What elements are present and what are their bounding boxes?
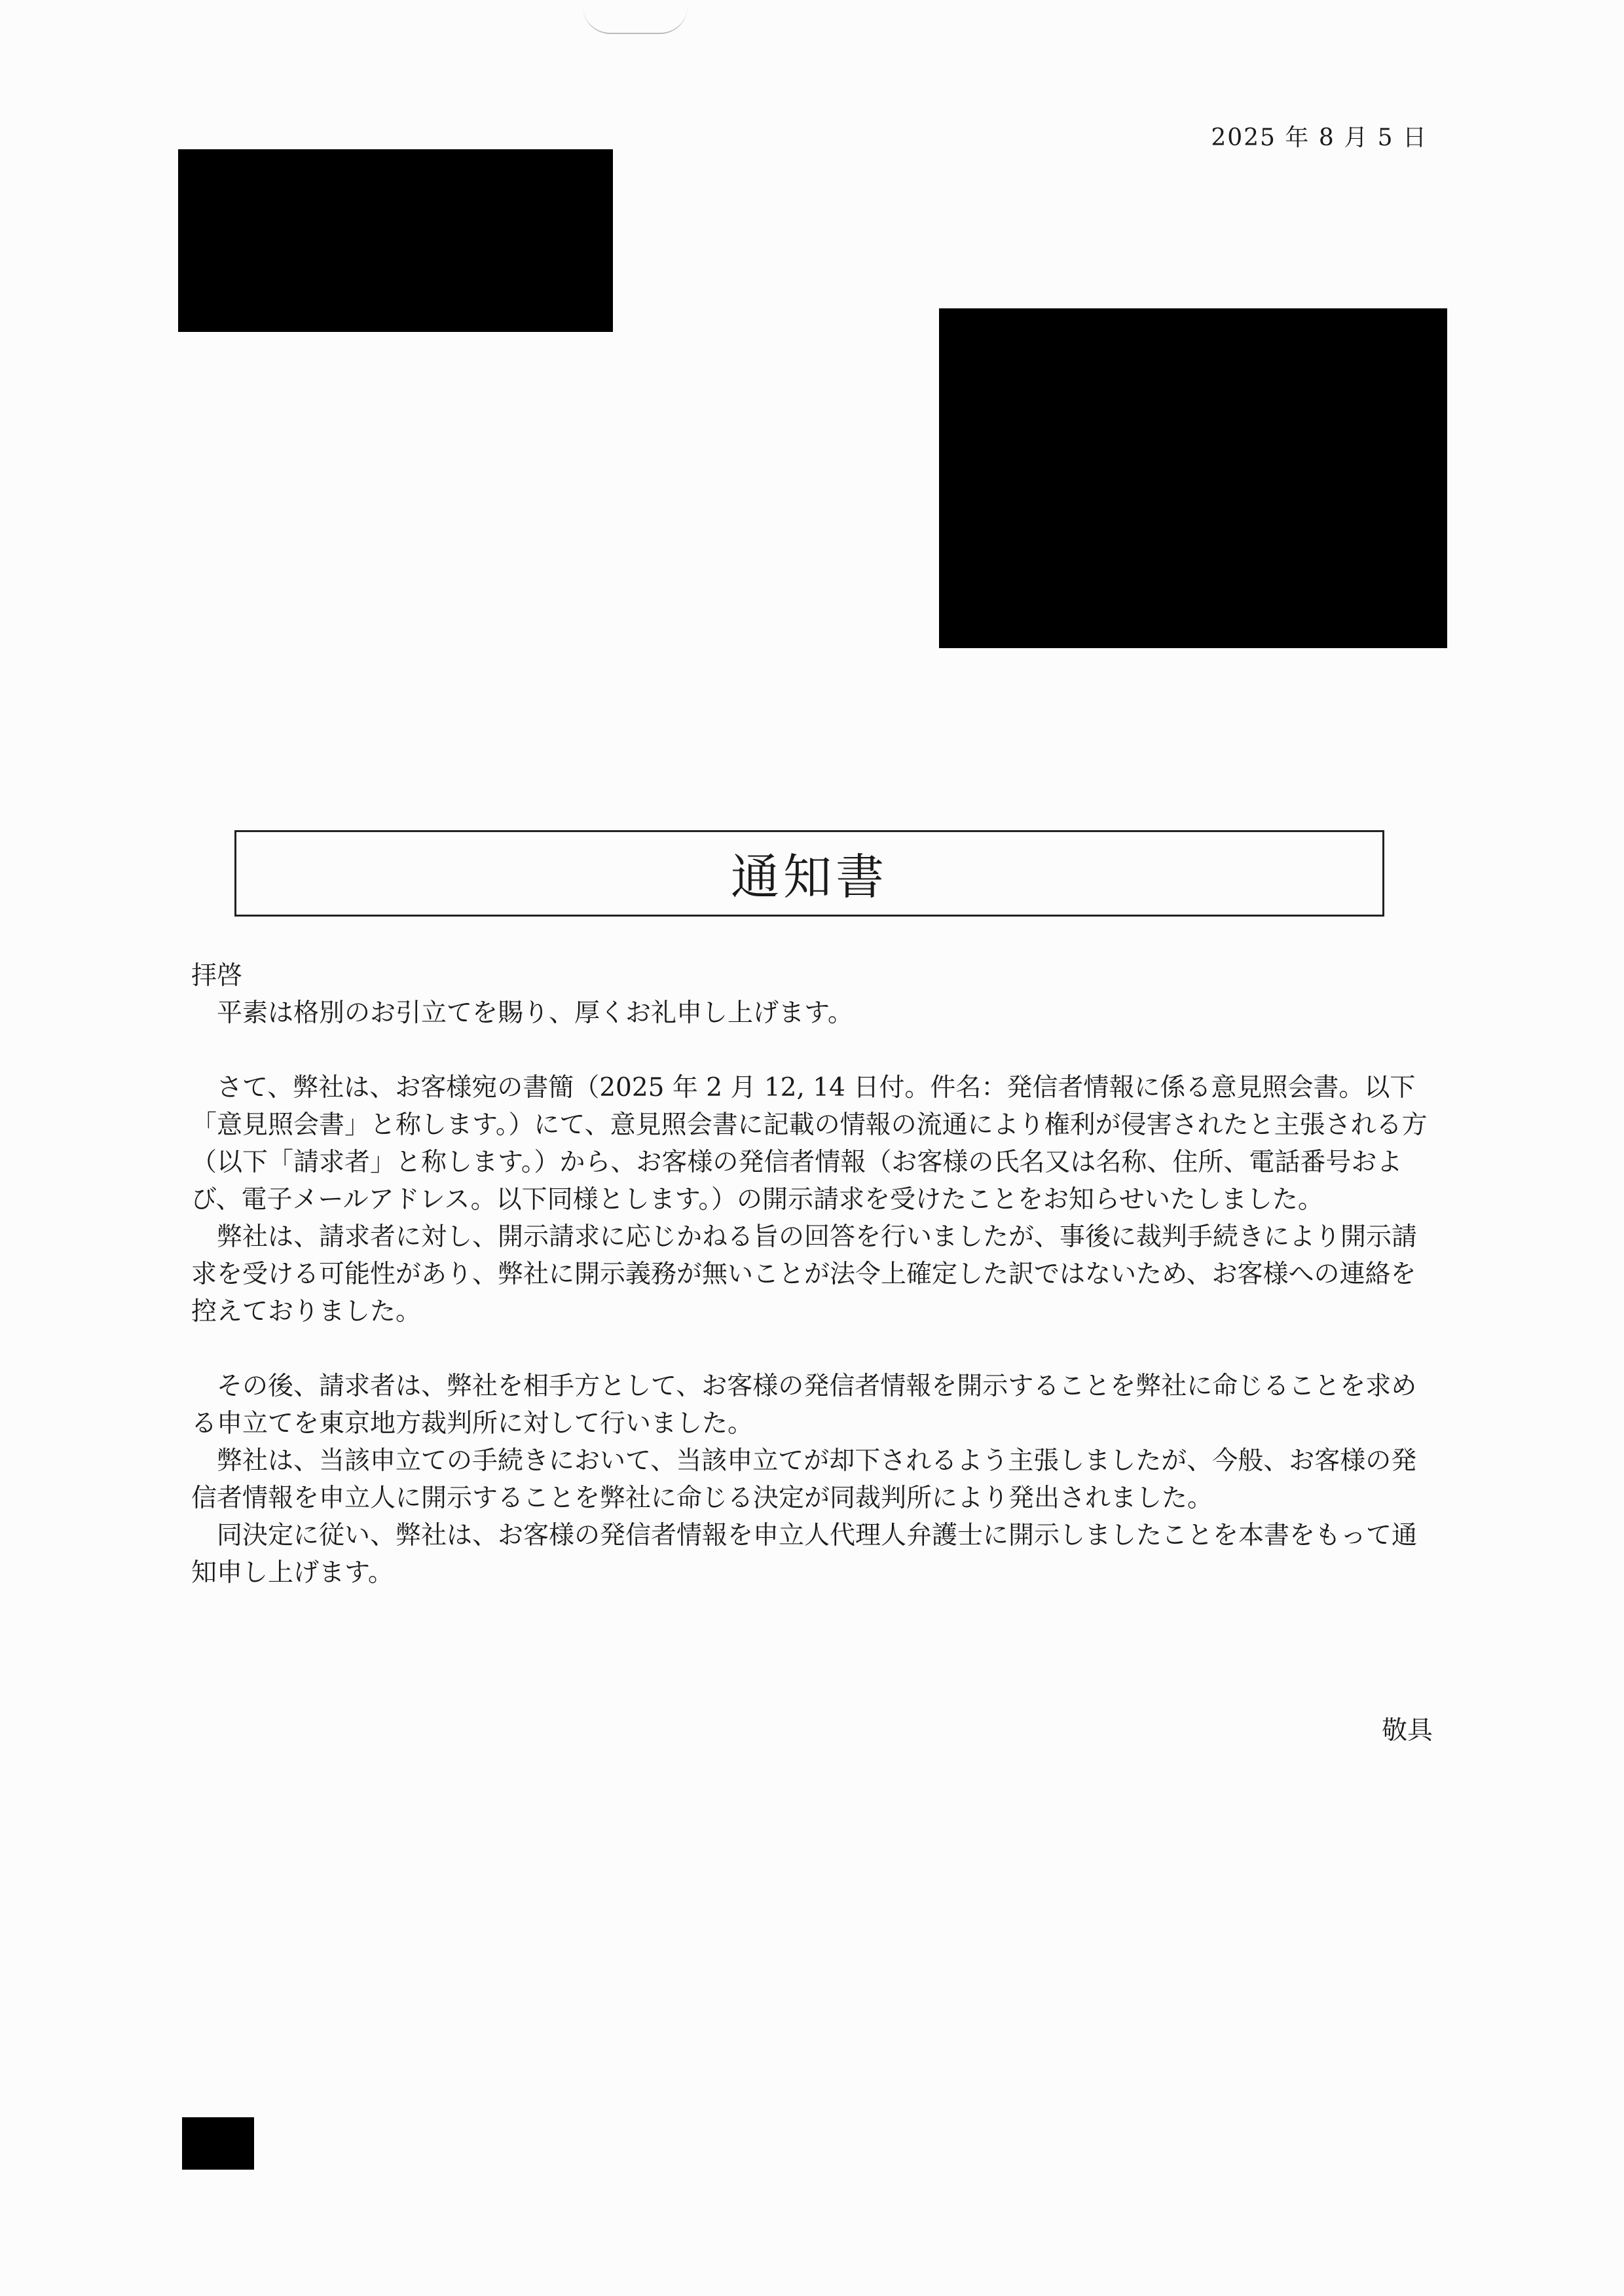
scan-artifact bbox=[583, 7, 688, 34]
closing-phrase: 敬具 bbox=[1381, 1716, 1433, 1745]
letter-body bbox=[191, 957, 1435, 1592]
title-box bbox=[234, 830, 1384, 917]
letter-date: 2025 年 8 月 5 日 bbox=[1211, 124, 1428, 151]
body-paragraph-decision: 弊社は、当該申立ての手続きにおいて、当該申立てが却下されるよう主張しましたが、今般、お客様の発信者情報を申立人に開示することを弊社に命じる決定が同裁判所により発出されました。 bbox=[191, 1446, 1417, 1513]
body-paragraph-disclosure: 同決定に従い、弊社は、お客様の発信者情報を申立人代理人弁護士に開示しましたことを本書をもって通知申し上げます。 bbox=[191, 1521, 1418, 1588]
body-paragraph-petition: その後、請求者は、弊社を相手方として、お客様の発信者情報を開示することを弊社に命じることを求める申立てを東京地方裁判所に対して行いました。 bbox=[191, 1372, 1417, 1438]
redacted-footer-block bbox=[182, 2117, 254, 2170]
greeting-paragraph: 平素は格別のお引立てを賜り、厚くお礼申し上げます。 bbox=[217, 998, 853, 1028]
document-title: 通知書 bbox=[731, 849, 888, 905]
salutation: 拝啓 bbox=[191, 961, 243, 991]
body-paragraph-inquiry: さて、弊社は、お客様宛の書簡（2025 年 2 月 12, 14 日付。件名：発信者情報に係る意見照会書。以下「意見照会書」と称します。）にて、意見照会書に記載の情報の流通により権利が侵害されたと主張される方（以下「請求者」と称します。）から、お客様の発信者情報（お客様の氏名又は名称、住所、電話番号および、電子メールアドレス。以下同様とします。）の開示請求を受けたことをお知らせいたしました。 bbox=[191, 1073, 1428, 1214]
body-paragraph-response: 弊社は、請求者に対し、開示請求に応じかねる旨の回答を行いましたが、事後に裁判手続きにより開示請求を受ける可能性があり、弊社に開示義務が無いことが法令上確定した訳ではないため、お客様への連絡を控えておりました。 bbox=[191, 1222, 1418, 1326]
paragraph-gap bbox=[191, 1032, 1435, 1069]
redacted-sender-block bbox=[939, 308, 1447, 648]
redacted-recipient-block bbox=[178, 149, 613, 332]
paragraph-gap bbox=[191, 1330, 1435, 1368]
